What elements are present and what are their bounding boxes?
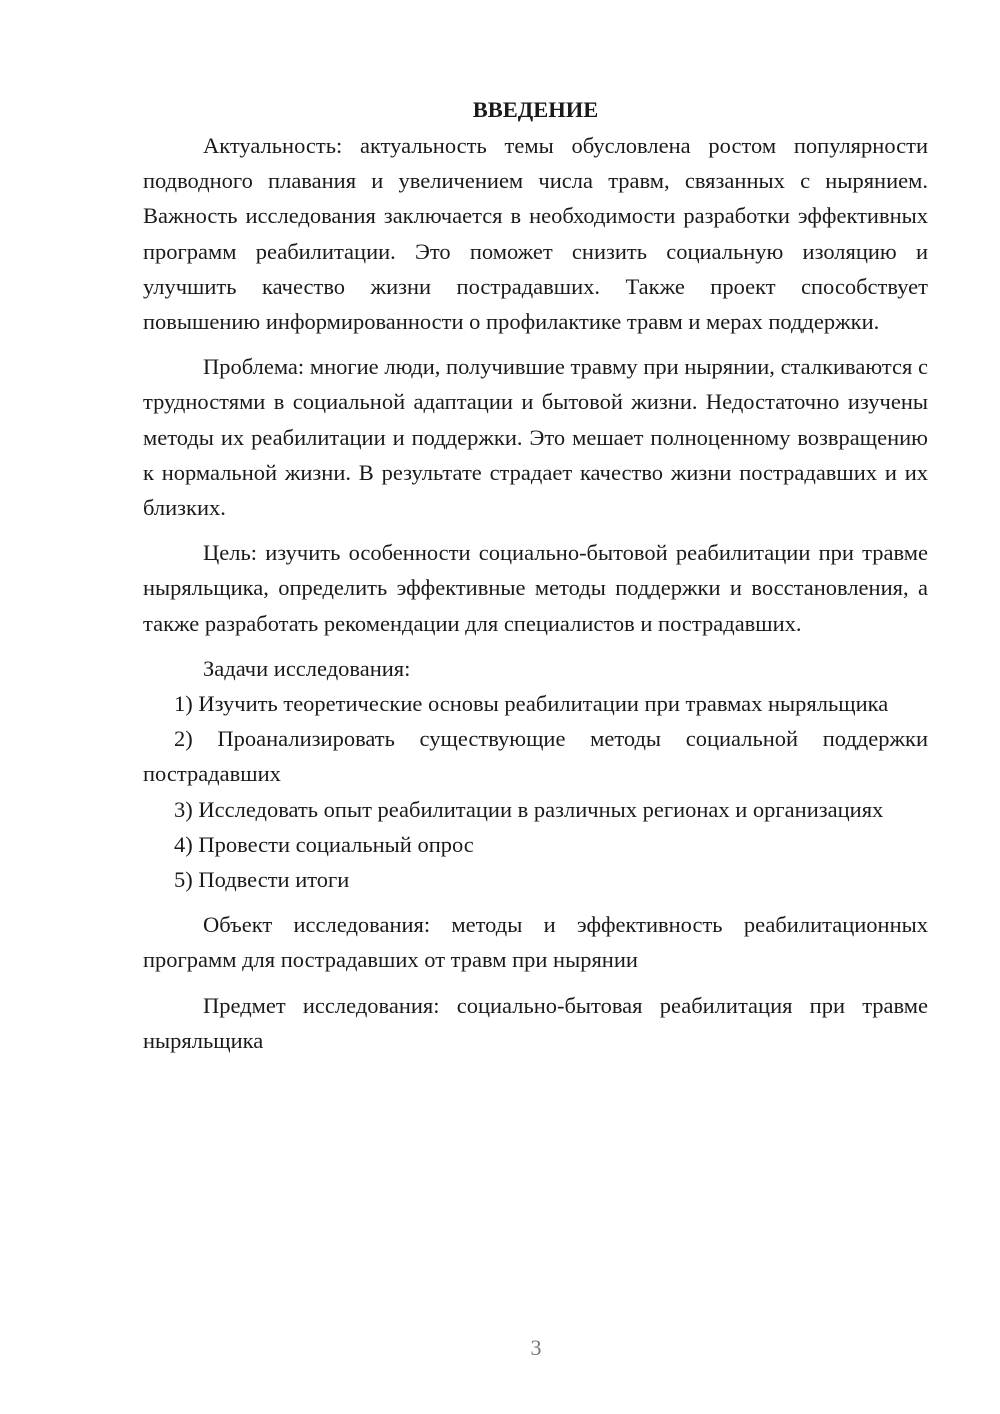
tasks-heading: Задачи исследования:: [203, 655, 411, 681]
paragraph-relevance: Актуальность: актуальность темы обусловлена ростом популярности подводного плавания и увеличением числа травм, связанных с нырянием. Важность исследования заключается в необходимости разработки эффективных программ реабилитации. Это поможет снизить социальную изоляцию и улучшить качество жизни пострадавших. Также проект способствует повышению информированности о профилактике травм и мерах поддержки.: [143, 133, 928, 335]
task-item: 1) Изучить теоретические основы реабилитации при травмах ныряльщика: [174, 691, 889, 717]
paragraph-problem: Проблема: многие люди, получившие травму при нырянии, сталкиваются с трудностями в социальной адаптации и бытовой жизни. Недостаточно изучены методы их реабилитации и поддержки. Это мешает полноценному возвращению к нормальной жизни. В результате страдает качество жизни пострадавших и их близких.: [143, 354, 928, 521]
task-item: 5) Подвести итоги: [174, 867, 350, 893]
task-item: 2) Проанализировать существующие методы социальной поддержки пострадавших: [143, 726, 928, 787]
page-number: 3: [530, 1335, 542, 1360]
page-title: ВВЕДЕНИЕ: [472, 97, 599, 122]
task-item: 3) Исследовать опыт реабилитации в различных регионах и организациях: [174, 796, 884, 822]
task-item: 4) Провести социальный опрос: [174, 831, 474, 857]
paragraph-goal: Цель: изучить особенности социально-бытовой реабилитации при травме ныряльщика, определить эффективные методы поддержки и восстановления, а также разработать рекомендации для специалистов и пострадавших.: [143, 540, 928, 636]
document-page: [143, 92, 928, 1058]
paragraph-object: Объект исследования: методы и эффективность реабилитационных программ для пострадавших от травм при нырянии: [143, 912, 928, 973]
paragraph-subject: Предмет исследования: социально-бытовая реабилитация при травме ныряльщика: [143, 992, 928, 1053]
